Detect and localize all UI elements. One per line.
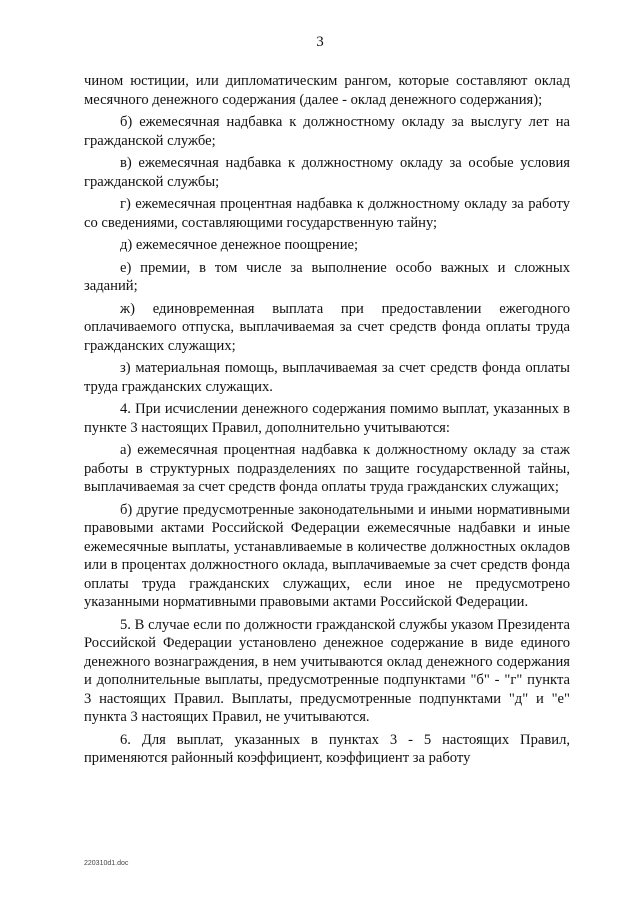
paragraph: з) материальная помощь, выплачиваемая за счет средств фонда оплаты труда гражданских служащих.: [84, 360, 570, 395]
paragraph: 6. Для выплат, указанных в пунктах 3 - 5 настоящих Правил, применяются районный коэффициент, коэффициент за работу: [84, 731, 570, 766]
paragraph: д) ежемесячное денежное поощрение;: [120, 237, 359, 253]
paragraph: г) ежемесячная процентная надбавка к должностному окладу за работу со сведениями, составляющими государственную тайну;: [84, 196, 570, 231]
paragraph: е) премии, в том числе за выполнение особо важных и сложных заданий;: [84, 259, 570, 294]
paragraph: б) ежемесячная надбавка к должностному окладу за выслугу лет на гражданской службе;: [84, 114, 570, 149]
file-name-footer: 220310d1.doc: [84, 860, 129, 867]
body-text: [84, 72, 570, 772]
paragraph: в) ежемесячная надбавка к должностному окладу за особые условия гражданской службы;: [84, 155, 570, 190]
paragraph: а) ежемесячная процентная надбавка к должностному окладу за стаж работы в структурных подразделениях по защите государственной тайны, выплачиваемая за счет средств фонда оплаты труда гражданских служащих;: [84, 442, 570, 495]
paragraph: 5. В случае если по должности гражданской службы указом Президента Российской Федерации установлено денежное содержание в виде единого денежного вознаграждения, в нем учитываются оклад денежного содержания и дополнительные выплаты, предусмотренные подпунктами "б" - "г" пункта 3 настоящих Правил. Выплаты, предусмотренные подпунктами "д" и "е" пункта 3 настоящих Правил, не учитываются.: [84, 616, 570, 725]
paragraph: 4. При исчислении денежного содержания помимо выплат, указанных в пункте 3 настоящих Правил, дополнительно учитываются:: [84, 401, 570, 436]
paragraph: б) другие предусмотренные законодательными и иными нормативными правовыми актами Российской Федерации ежемесячные надбавки и иные ежемесячные выплаты, устанавливаемые в количестве должностных окладов или в процентах должностного оклада, выплачиваемые за счет средств фонда оплаты труда гражданских служащих, если иное не предусмотрено указанными нормативными правовыми актами Российской Федерации.: [84, 501, 570, 610]
paragraph: ж) единовременная выплата при предоставлении ежегодного оплачиваемого отпуска, выплачиваемая за счет средств фонда оплаты труда гражданских служащих;: [84, 300, 570, 354]
paragraph: чином юстиции, или дипломатическим рангом, которые составляют оклад месячного денежного содержания (далее - оклад денежного содержания);: [84, 73, 570, 108]
page-number: 3: [316, 34, 324, 50]
